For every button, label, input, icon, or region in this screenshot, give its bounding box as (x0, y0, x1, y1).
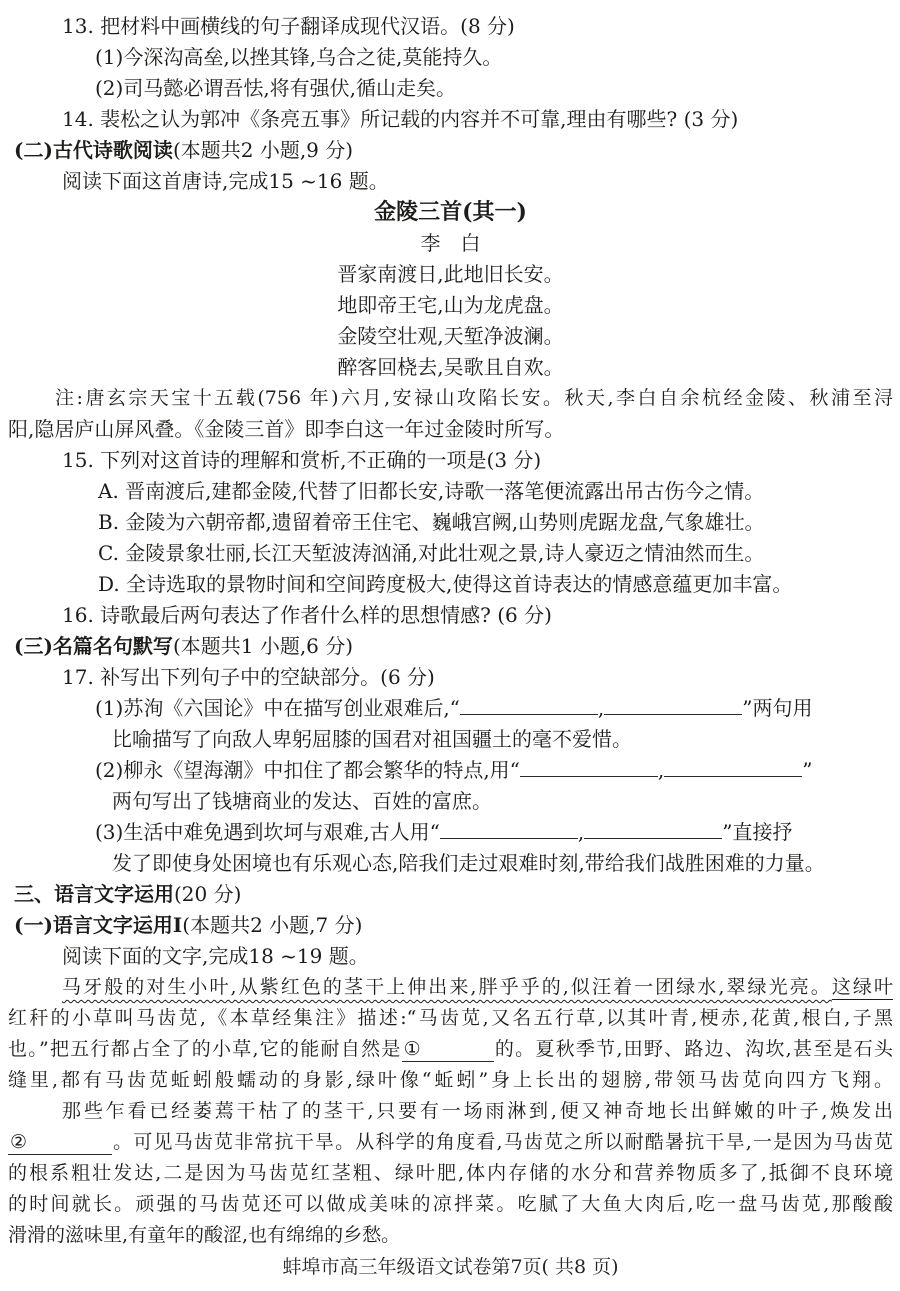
question-13-item-2 (8, 73, 893, 104)
section-2-heading (8, 135, 893, 166)
section-3-heading (8, 631, 893, 662)
text-segment: ”两句用 (742, 696, 813, 720)
passage-line-9 (8, 1220, 893, 1251)
numbered-answer-blank: ① (402, 1038, 494, 1062)
text-segment: A. 晋南渡后,建都金陵,代替了旧都长安,诗歌一落笔便流露出吊古伤今之情。 (98, 479, 765, 503)
text-segment: 15. 下列对这首诗的理解和赏析,不正确的一项是(3 分) (62, 448, 542, 472)
question-17-item-3 (8, 817, 893, 848)
passage-line-4 (8, 1065, 893, 1096)
poem-author (8, 228, 893, 259)
poem-line-2 (8, 290, 893, 321)
question-17 (8, 662, 893, 693)
text-segment: ”直接抒 (722, 820, 793, 844)
poem-title (8, 197, 893, 228)
reading-instruction-passage (8, 941, 893, 972)
question-13-item-1 (8, 42, 893, 73)
passage-line-7 (8, 1158, 893, 1189)
text-segment: (2)司马懿必谓吾怯,将有强伏,循山走矣。 (95, 76, 457, 100)
passage-line-2 (8, 1003, 893, 1034)
text-segment: (1)今深沟高垒,以挫其锋,乌合之徒,莫能持久。 (95, 45, 503, 69)
text-segment: 晋家南渡日,此地旧长安。 (337, 262, 564, 286)
text-segment: 两句写出了钱塘商业的发达、百姓的富庶。 (112, 789, 492, 813)
text-segment: 金陵空壮观,天堑净波澜。 (337, 324, 564, 348)
text-segment: 那些乍看已经萎蔫干枯了的茎干,只要有一场雨淋到,便又神奇地长出鲜嫩的叶子,焕发出 (62, 1100, 893, 1122)
text-segment: 17. 补写出下列句子中的空缺部分。(6 分) (62, 665, 435, 689)
question-15-option-d (8, 569, 893, 600)
text-segment: (本题共1 小题,6 分) (172, 634, 354, 658)
text-segment: (本题共2 小题,9 分) (172, 138, 354, 162)
question-17-item-2-cont (8, 786, 893, 817)
question-15 (8, 445, 893, 476)
passage-line-8 (8, 1189, 893, 1220)
text-segment: (一)语言文字运用Ⅰ (14, 913, 183, 937)
text-segment: (三)名篇名句默写 (14, 634, 173, 658)
text-segment: 地即帝王宅,山为龙虎盘。 (337, 293, 564, 317)
text-segment: D. 全诗选取的景物时间和空间跨度极大,使得这首诗表达的情感意蕴更加丰富。 (98, 572, 793, 596)
answer-blank (584, 819, 722, 839)
text-segment: 这绿叶 (831, 976, 893, 998)
text-segment: 阳,隐居庐山屏风叠。《金陵三首》即李白这一年过金陵时所写。 (8, 417, 565, 441)
text-segment: 金陵三首(其一) (374, 199, 527, 225)
question-14 (8, 104, 893, 135)
text-segment: 。可见马齿苋非常抗干旱。从科学的角度看,马齿苋之所以耐酷暑抗干旱,一是因为马齿苋 (112, 1131, 893, 1153)
text-segment: 阅读下面这首唐诗,完成15 ~16 题。 (62, 169, 389, 193)
page-footer (8, 1252, 893, 1283)
text-segment: ” (802, 758, 813, 782)
poem-note-line-1 (8, 383, 893, 414)
text-segment: 比喻描写了向敌人卑躬屈膝的国君对祖国疆土的毫不爱惜。 (112, 727, 632, 751)
text-segment: 三、语言文字运用 (14, 882, 174, 906)
text-segment: (3)生活中难免遇到坎坷与艰难,古人用“ (95, 820, 440, 844)
question-15-option-a (8, 476, 893, 507)
text-segment: , (657, 758, 665, 782)
text-segment: 红秆的小草叫马齿苋,《本草经集注》描述:“马齿苋,又名五行草,以其叶青,梗赤,花黄,根白,子黑 (8, 1007, 893, 1029)
passage-line-5 (8, 1096, 893, 1127)
reading-instruction-poem (8, 166, 893, 197)
text-segment: 的时间就长。顽强的马齿苋还可以做成美味的凉拌菜。吃腻了大鱼大肉后,吃一盘马齿苋,那酸酸 (8, 1193, 893, 1215)
question-17-item-2 (8, 755, 893, 786)
text-segment: , (577, 820, 585, 844)
question-15-option-b (8, 507, 893, 538)
poem-line-3 (8, 321, 893, 352)
text-segment: (20 分) (174, 882, 242, 906)
question-17-item-1 (8, 693, 893, 724)
answer-blank (440, 819, 578, 839)
exam-content (8, 11, 893, 1283)
passage-line-6 (8, 1127, 893, 1158)
text-segment: B. 金陵为六朝帝都,遗留着帝王住宅、巍峨宫阙,山势则虎踞龙盘,气象雄壮。 (98, 510, 765, 534)
text-segment: 13. 把材料中画横线的句子翻译成现代汉语。(8 分) (62, 14, 515, 38)
text-segment: 14. 裴松之认为郭冲《条亮五事》所记载的内容并不可靠,理由有哪些? (3 分) (62, 107, 739, 131)
text-segment: 滑滑的滋味里,有童年的酸涩,也有绵绵的乡愁。 (8, 1224, 401, 1246)
text-segment: (本题共2 小题,7 分) (182, 913, 363, 937)
answer-blank (664, 757, 802, 777)
poem-line-4 (8, 352, 893, 383)
question-17-item-3-cont (8, 848, 893, 879)
text-segment: , (597, 696, 605, 720)
answer-blank (460, 695, 598, 715)
text-segment: 李 白 (420, 231, 481, 255)
poem-line-1 (8, 259, 893, 290)
text-segment: 阅读下面的文字,完成18 ~19 题。 (62, 944, 369, 968)
text-segment: 缝里,都有马齿苋蚯蚓般蠕动的身影,绿叶像“蚯蚓”身上长出的翅膀,带领马齿苋向四方飞翔。 (8, 1069, 893, 1091)
answer-blank (604, 695, 742, 715)
answer-blank (520, 757, 658, 777)
text-segment: (1)苏洵《六国论》中在描写创业艰难后,“ (95, 696, 460, 720)
question-16 (8, 600, 893, 631)
text-segment: 16. 诗歌最后两句表达了作者什么样的思想情感? (6 分) (62, 603, 552, 627)
text-segment: 的。夏秋季节,田野、路边、沟坎,甚至是石头 (493, 1038, 893, 1060)
text-segment: 蚌埠市高三年级语文试卷第7页( 共8 页) (282, 1256, 619, 1278)
text-segment: 醉客回桡去,吴歌且自欢。 (337, 355, 564, 379)
section-1-heading (8, 910, 893, 941)
passage-line-1 (8, 972, 893, 1003)
text-segment: 发了即使身处困境也有乐观心态,陪我们走过艰难时刻,带给我们战胜困难的力量。 (112, 851, 825, 875)
text-segment: 马牙般的对生小叶,从紫红色的茎干上伸出来,胖乎乎的,似汪着一团绿水,翠绿光亮。 (62, 976, 832, 998)
text-segment: 的根系粗壮发达,二是因为马齿苋红茎粗、绿叶肥,体内存储的水分和营养物质多了,抵御不良环境 (8, 1162, 893, 1184)
text-segment: (2)柳永《望海潮》中扣住了都会繁华的特点,用“ (95, 758, 520, 782)
poem-note-line-2 (8, 414, 893, 445)
text-segment: C. 金陵景象壮丽,长江天堑波涛汹涌,对此壮观之景,诗人豪迈之情油然而生。 (98, 541, 765, 565)
part-3-heading (8, 879, 893, 910)
passage-line-3 (8, 1034, 893, 1065)
text-segment: (二)古代诗歌阅读 (14, 138, 173, 162)
question-17-item-1-cont (8, 724, 893, 755)
question-13 (8, 11, 893, 42)
numbered-answer-blank: ② (8, 1131, 112, 1155)
text-segment: 也。”把五行都占全了的小草,它的能耐自然是 (8, 1038, 402, 1060)
question-15-option-c (8, 538, 893, 569)
text-segment: 注:唐玄宗天宝十五载(756 年)六月,安禄山攻陷长安。秋天,李白自余杭经金陵、秋浦至浔 (55, 387, 893, 409)
